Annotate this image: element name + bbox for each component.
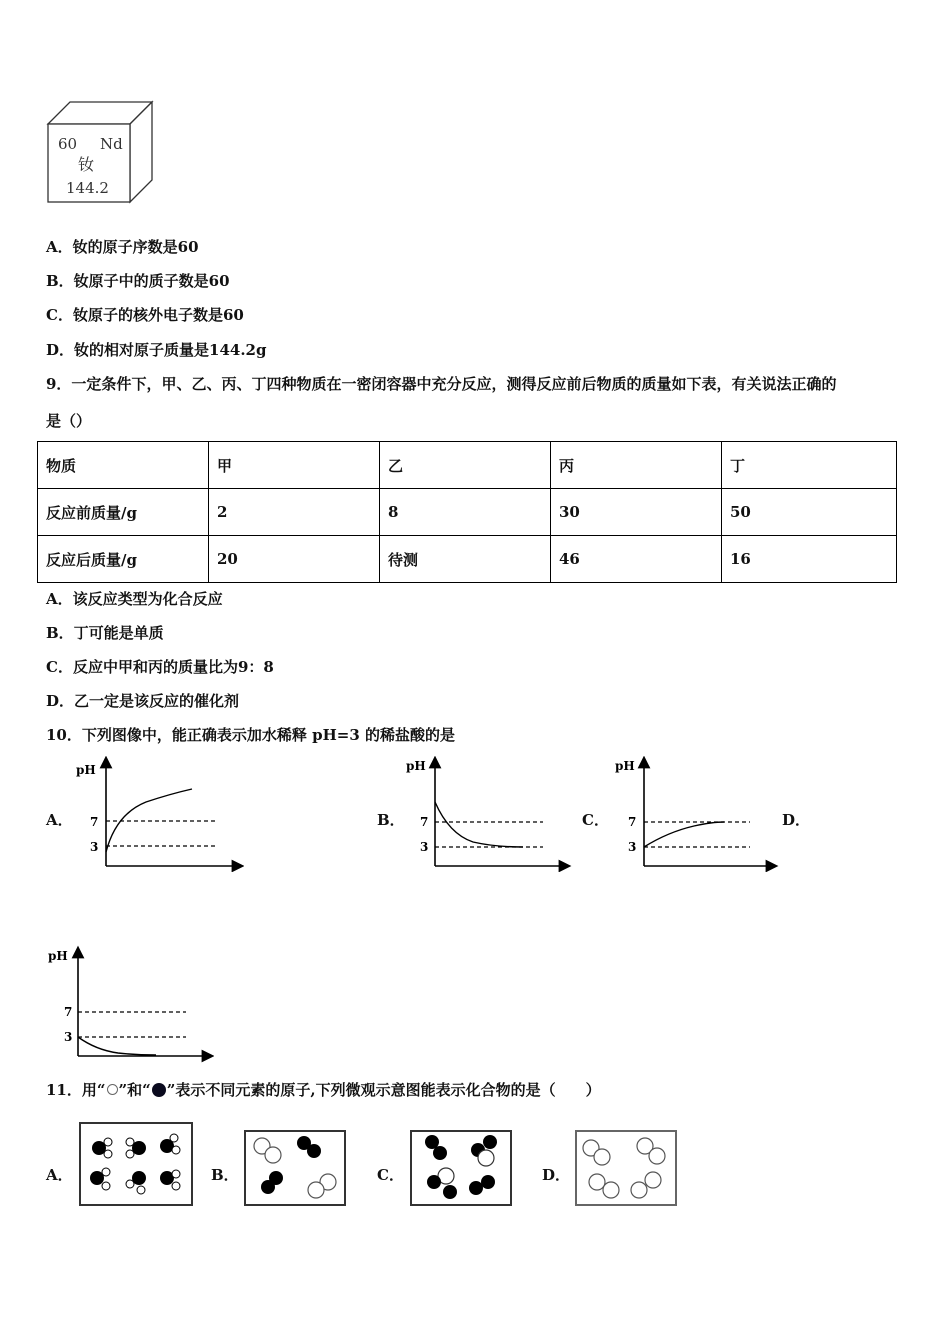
tick-label-7: 7 [90,815,99,829]
particle-box-b [244,1130,346,1206]
q11-option-d-label: D． [542,1166,571,1184]
table-cell: 50 [722,489,897,536]
q9-option-a: A．该反应类型为化合反应 [46,590,223,608]
axis-label-ph: pH [76,763,96,777]
tick-label-7: 7 [420,815,429,829]
table-header-cell: 丙 [551,442,722,489]
element-tile-figure [44,98,156,206]
q10-graph-a [74,756,244,872]
axis-label-ph: pH [48,949,68,963]
table-cell: 8 [380,489,551,536]
tick-label-7: 7 [64,1005,73,1019]
q10-option-b-label: B． [377,811,405,829]
tile-symbol: Nd [100,135,123,153]
q10-option-c-label: C． [582,811,609,829]
q8-option-c: C．钕原子的核外电子数是60 [46,306,244,324]
q10-graph-d [44,944,214,1064]
table-cell: 反应后质量/g [38,536,209,583]
q11-stem-part2: ”和“ [118,1081,151,1099]
particle-box-a [79,1122,193,1206]
q11-stem [46,1079,601,1100]
table-row [38,489,897,536]
table-cell: 待测 [380,536,551,583]
tile-atomic-number: 60 [58,135,78,153]
tick-label-3: 3 [64,1030,73,1044]
table-cell: 20 [209,536,380,583]
filled-circle-icon [152,1083,166,1097]
table-row [38,536,897,583]
q8-option-b: B．钕原子中的质子数是60 [46,272,230,290]
q10-stem: 10．下列图像中，能正确表示加水稀释 pH=3 的稀盐酸的是 [46,726,455,744]
q11-stem-part1: 11．用“ [46,1081,106,1099]
table-cell: 16 [722,536,897,583]
axis-label-ph: pH [615,759,635,773]
tick-label-3: 3 [628,840,637,854]
q11-option-a-label: A． [46,1166,73,1184]
q11-option-b-label: B． [211,1166,239,1184]
q10-graph-c [612,756,782,872]
q8-option-d: D．钕的相对原子质量是144.2g [46,341,267,359]
q9-option-b: B．丁可能是单质 [46,624,164,642]
open-circle-icon [107,1084,118,1095]
q10-option-d-label: D． [782,811,811,829]
table-cell: 2 [209,489,380,536]
q11-option-c-label: C． [377,1166,404,1184]
q10-graph-b [403,756,573,872]
tile-name: 钕 [78,155,95,174]
table-header-cell: 丁 [722,442,897,489]
table-cell: 30 [551,489,722,536]
q11-stem-part3: ”表示不同元素的原子,下列微观示意图能表示化合物的是（ ） [166,1081,601,1099]
curve [644,822,724,847]
q9-option-d: D．乙一定是该反应的催化剂 [46,692,240,710]
tick-label-7: 7 [628,815,637,829]
table-cell: 反应前质量/g [38,489,209,536]
q9-stem-line1: 9．一定条件下，甲、乙、丙、丁四种物质在一密闭容器中充分反应，测得反应前后物质的质量如下表，有关说法正确的 [46,375,837,393]
tick-label-3: 3 [90,840,99,854]
table-header-cell: 甲 [209,442,380,489]
particle-box-d [575,1130,677,1206]
q9-stem-line2: 是（） [46,412,92,430]
q10-option-a-label: A． [46,811,73,829]
table-header-cell: 物质 [38,442,209,489]
table-header-cell: 乙 [380,442,551,489]
axis-label-ph: pH [406,759,426,773]
mass-table [37,441,897,583]
tick-label-3: 3 [420,840,429,854]
table-header-row [38,442,897,489]
curve [435,802,523,847]
particle-box-c [410,1130,512,1206]
curve [78,1037,156,1055]
q9-option-c: C．反应中甲和丙的质量比为9：8 [46,658,274,676]
table-cell: 46 [551,536,722,583]
tile-atomic-mass: 144.2 [66,179,109,197]
q8-option-a: A．钕的原子序数是60 [46,238,199,256]
